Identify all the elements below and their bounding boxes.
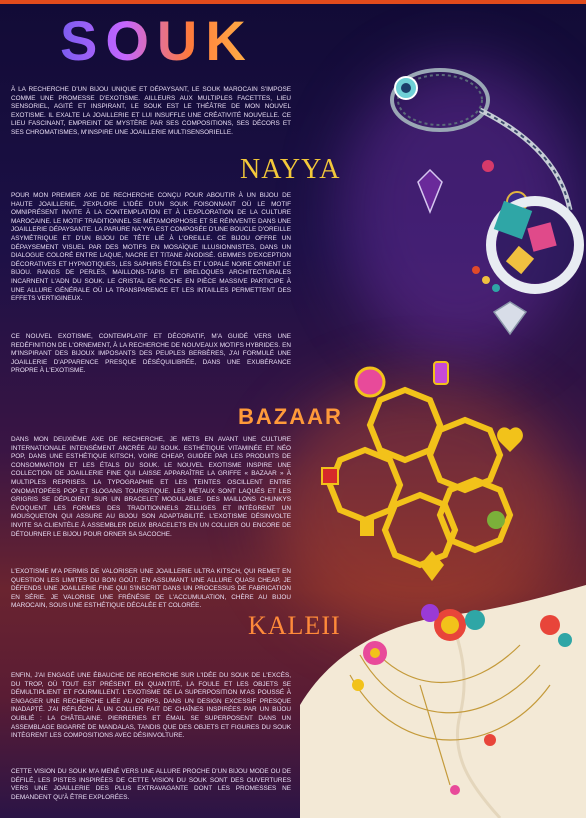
kaleii-necklace-illustration [300,585,586,818]
page-title: SOUK [60,9,254,72]
top-accent-bar [0,0,586,4]
bazaar-paragraph-1: DANS MON DEUXIÈME AXE DE RECHERCHE, JE METS EN AVANT UNE CULTURE INTERNATIONALE INTENSÉMENT ANCRÉE AU SOUK. ESTHÉTIQUE VITAMINÉE ET NÉO POP, DANS UNE ESTHÉTIQUE KITSCH, VOIRE CHEAP, GUIDÉE PAR LES PRODUITS DE CONSOMMATION ET LES ÉTALS DU SOUK. LE NOUVEL EXOTISME INSPIRE UNE COLLECTION DE JOAILLERIE FINE QUI LAISSE APPARAÎTRE LA GRIFFE « BAZAAR » À MULTIPLES REPRISES. LA TYPOGRAPHIE ET LES TEINTES OSCILLENT ENTRE ONOMATOPÉES POP ET SLOGANS TOURISTIQUE. LES MÉTAUX SONT LAQUÉS ET LES GRIGRIS SE DÉPLOIENT SUR UN BRACELET MODULABLE. DES MAILLONS CHUNKYS ÉVOQUENT LES FORMES DES TRADITIONNELS ZELLIGES ET INTÈGRENT UN MOUSQUETON QUI ASSURE AU BIJOU SON ADAPTABILITÉ. L'EXOTISME DÉSINVOLTE INVITE SA CLIENTÈLE À ASSEMBLER DEUX BRACELETS EN UN COLLIER OU ENCORE DE DÉTOURNER LE BIJOU POUR ORNER SA SACOCHE. [11,436,291,538]
section-title-kaleii: KALEII [248,611,341,640]
section-title-bazaar: BAZAAR [238,404,343,429]
section-title-nayya: NAYYA [240,154,341,185]
bazaar-bracelet-illustration [300,360,540,585]
nayya-paragraph-1: POUR MON PREMIER AXE DE RECHERCHE CONÇU POUR ABOUTIR À UN BIJOU DE HAUTE JOAILLERIE, J'EXPLORE L'IDÉE D'UN SOUK FOISONNANT OÙ LE MOTIF OMNIPRÉSENT INVITE À LA CONTEMPLATION ET À L'EXPLORATION DE LA CULTURE MAROCAINE. LE MOTIF TRADITIONNEL SE MÉTAMORPHOSE ET SE RÉINVENTE DANS UNE JOAILLERIE DÉPAYSANTE. LA PARURE NA'YYA EST COMPOSÉE D'UNE BOUCLE D'OREILLE ASYMÉTRIQUE ET D'UN BIJOU DE TÊTE LIÉ À L'OREILLE. CE BIJOU OFFRE UN DÉPAYSEMENT VISUEL PAR DES MOTIFS EN MOSAÏQUE ILLUSIONNISTES, DANS UN DIALOGUE COLORÉ ENTRE LAQUE, NACRE ET TITANE ANODISÉ. GEMMES D'EXCEPTION DÉCORATIVES ET HYPNOTIQUES, LES SAPHIRS ÉTOILÉS ET L'OPALE NOIRE ORNENT LE BIJOU. RANGS DE PERLES, MAILLONS-TAPIS ET BRELOQUES ARCHITECTURALES INCARNENT L'ADN DU SOUK. LE CRISTAL DE ROCHE EN PIÈCE MASSIVE PARTICIPE À UNE ALLURE GÉNÉRALE OÙ LA TRANSPARENCE ET LES INTAILLES PERMETTENT DES EFFETS VERTIGINEUX. [11,192,291,303]
intro-paragraph: À LA RECHERCHE D'UN BIJOU UNIQUE ET DÉPAYSANT, LE SOUK MAROCAIN S'IMPOSE COMME UNE PROMESSE D'EXOTISME. AILLEURS AUX MULTIPLES FACETTES, LIEU SENSORIEL, AGITÉ ET INSPIRANT, LE SOUK EST LE THÉÂTRE DE MON NOUVEL EXOTISME. IL EXALTE LA JOAILLERIE ET LUI INSUFFLE UNE CRÉATIVITÉ NOUVELLE. CE LIEU FASCINANT, EMPREINT DE MYSTÈRE PAR SES COMPOSITIONS, SES DÉCORS ET SES CHROMATISMES, M'INSPIRE UNE JOAILLERIE MULTISENSORIELLE. [11,86,291,136]
nayya-paragraph-2: CE NOUVEL EXOTISME, CONTEMPLATIF ET DÉCORATIF, M'A GUIDÉ VERS UNE REDÉFINITION DE L'ORNEMENT, À LA RECHERCHE DE NOUVEAUX MOTIFS HYBRIDES. EN M'INSPIRANT DES BIJOUX IMPOSANTS DES PEUPLES BERBÈRES, J'AI FORMULÉ UNE JOAILLERIE D'APPARENCE PRESQUE DÉSÉQUILIBRÉE, DANS UNE EXUBÉRANCE PROPRE À L'EXOTISME. [11,333,291,375]
nayya-jewelry-illustration [370,40,586,360]
kaleii-paragraph-1: ENFIN, J'AI ENGAGÉ UNE ÉBAUCHE DE RECHERCHE SUR L'IDÉE DU SOUK DE L'EXCÈS, DU TROP, OÙ TOUT EST PRÉSENT EN QUANTITÉ, LA FOULE ET LES OBJETS SE DÉMULTIPLIENT ET FOURMILLENT. L'EXOTISME DE LA SUPERPOSITION M'AS POUSSÉ À ENGAGER UNE RECHERCHE LIÉE AU CORPS, DANS UN DESIGN EXCESSIF PRESQUE INADAPTÉ. J'AI RÉFLÉCHI À UN COLLIER FAIT DE CHAÎNES INSPIRÉES PAR UN BIJOU OUBLIÉ : LA CHÂTELAINE. PIERRERIES ET ÉMAIL SE SUPERPOSENT DANS UN ASSEMBLAGE BIGARRÉ DE MANDALAS, TANDIS QUE DES OBJETS ET FIGURES DU SOUK INTÈGRENT LES COMPOSITIONS AVEC DÉSINVOLTURE. [11,672,291,740]
bazaar-paragraph-2: L'EXOTISME M'A PERMIS DE VALORISER UNE JOAILLERIE ULTRA KITSCH, QUI REMET EN QUESTION LES LIMITES DU BON GOÛT. EN ASSUMANT UNE ALLURE QUASI CHEAP, JE DÉFENDS UNE JOAILLERIE FINE QUI S'INSCRIT DANS UN PROCESSUS DE FABRICATION EN SÉRIE. JE VALORISE UNE FRÉNÉSIE DE L'ACCUMULATION, CHÈRE AU BIJOU MAROCAIN, SOUS UNE ESTHÉTIQUE DÉCALÉE ET COLORÉE. [11,568,291,610]
kaleii-paragraph-2: CETTE VISION DU SOUK M'A MENÉ VERS UNE ALLURE PROCHE D'UN BIJOU MODE OU DE DÉFILÉ, LES PISTES INSPIRÉES DE CETTE VISION DU SOUK SONT DES OUVERTURES VERS UNE JOAILLERIE DES PLUS EXTRAVAGANTE DONT LES PROMESSES NE DEMANDENT QU'À ÊTRE EXPLORÉES. [11,768,291,801]
